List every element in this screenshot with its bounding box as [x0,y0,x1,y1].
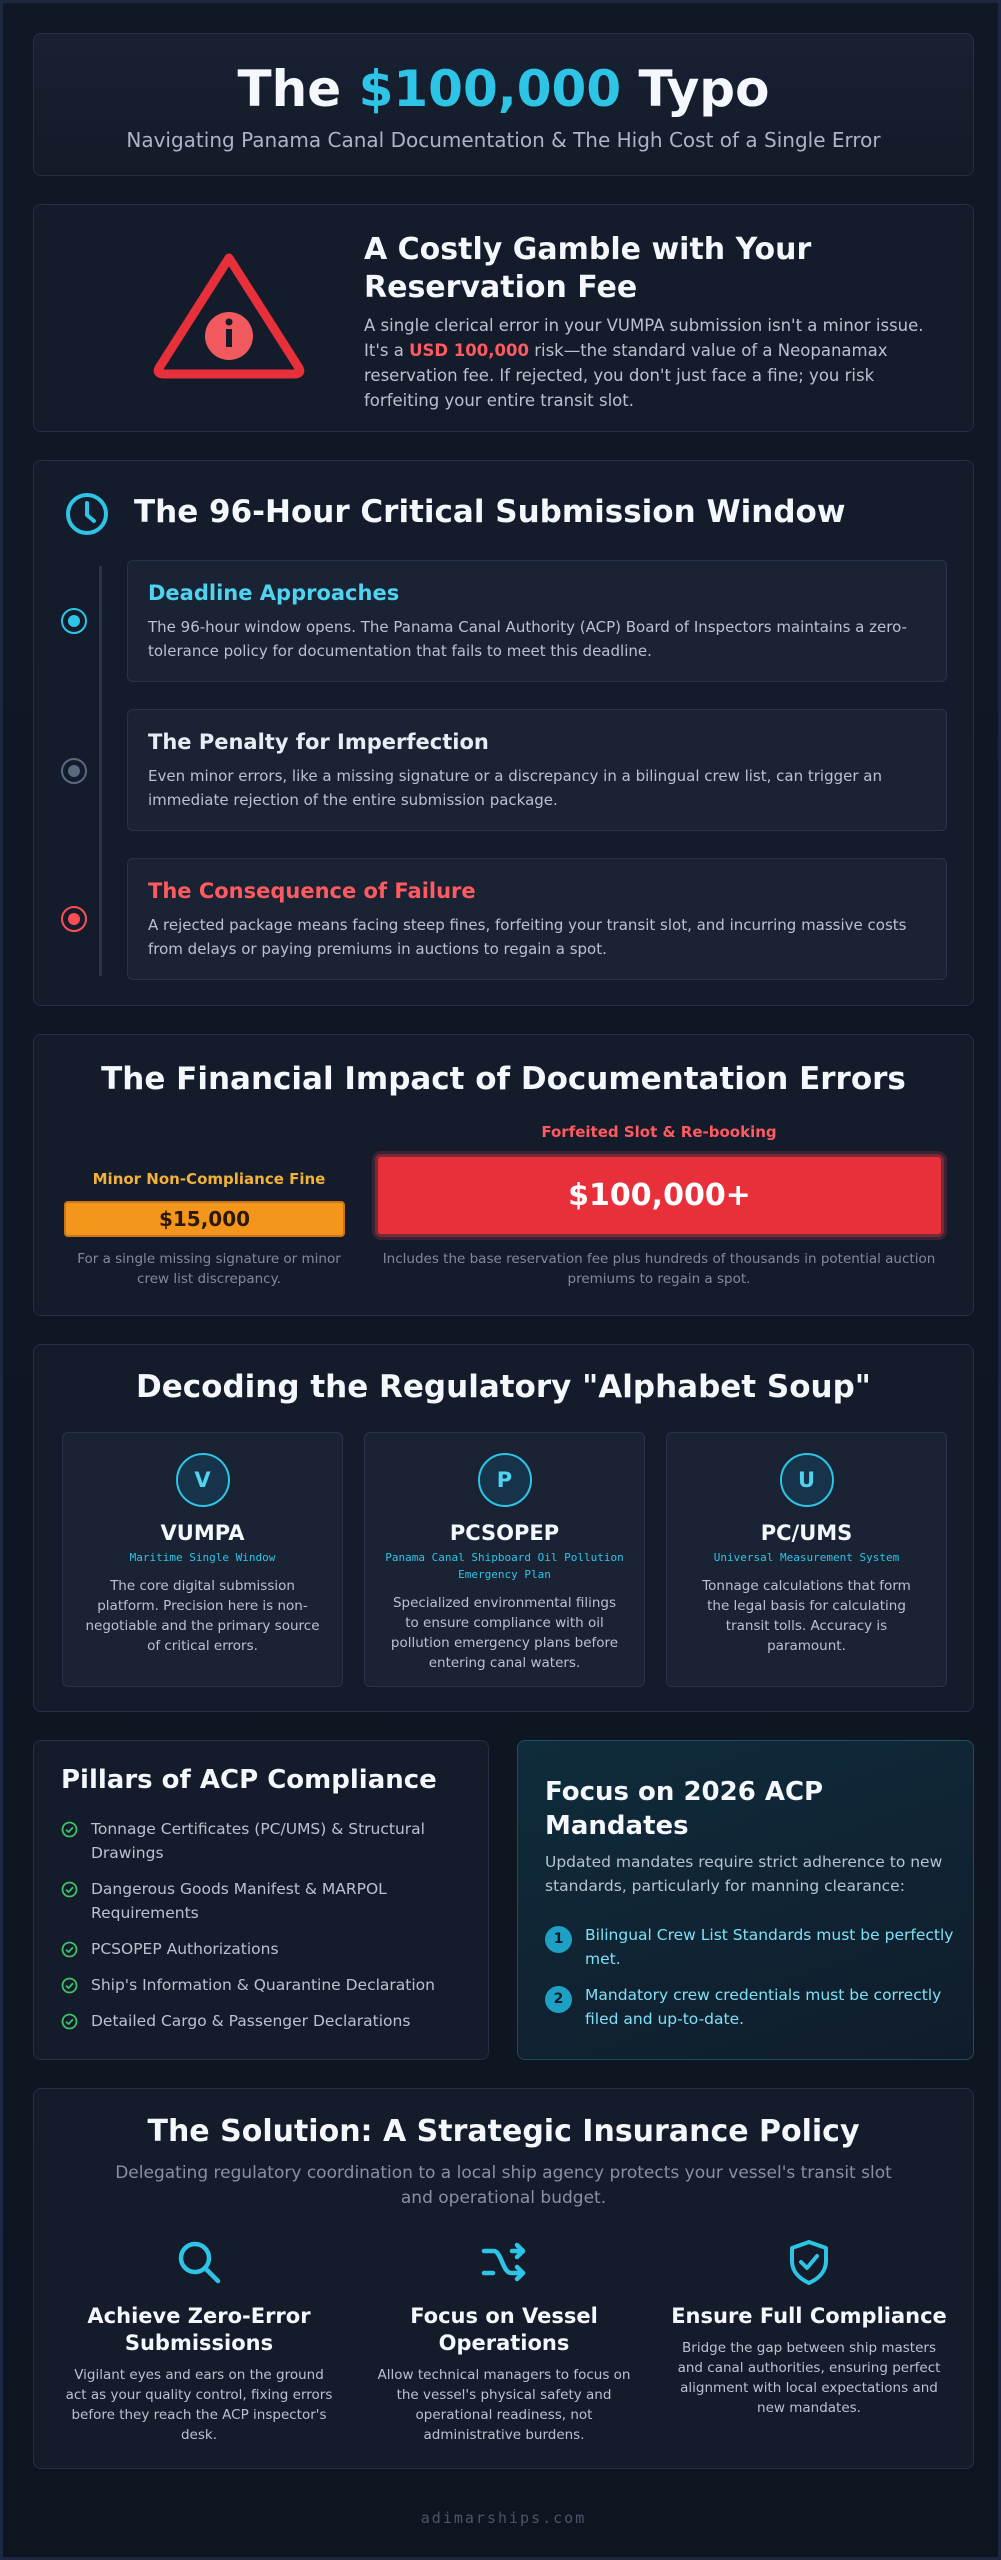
solution-col-vessel-ops [359,2237,649,2445]
solution-col-text: Allow technical managers to focus on the vessel's physical safety and operational readiness, not administrative burdens. [377,2367,631,2443]
step-text: Even minor errors, like a missing signature or a discrepancy in a bilingual crew list, can trigger an immediate rejection of the entire submission package. [148,767,883,809]
number-badge: 1 [545,1926,572,1953]
page-title: The $100,000 Typo [237,60,770,118]
letter-badge: U [780,1453,834,1507]
solution-col-compliance [664,2237,954,2418]
gamble-title: A Costly Gamble with Your Reservation Fee [364,232,812,305]
search-icon [174,2237,224,2287]
timeline-step [127,709,947,831]
minor-fine-bar: $15,000 [64,1201,345,1237]
page-subtitle: Navigating Panama Canal Documentation & The High Cost of a Single Error [126,128,881,152]
pillar-item: Detailed Cargo & Passenger Declarations [61,2009,471,2033]
pillar-item: Ship's Information & Quarantine Declaration [61,1973,471,1997]
number-badge: 2 [545,1986,572,2013]
pillars-section [33,1740,489,2060]
acronym-full: Maritime Single Window [129,1551,276,1564]
costly-gamble-section [33,204,974,432]
step-text: The 96-hour window opens. The Panama Canal Authority (ACP) Board of Inspectors maintains a zero-tolerance policy for documentation that fails to meet this deadline. [148,618,907,660]
acronym-card-vumpa [62,1432,343,1687]
footer-domain: adimarships.com [420,2509,587,2527]
acronym-card-pcums [666,1432,947,1687]
letter-badge: P [478,1453,532,1507]
acronym-desc: Specialized environmental filings to ensure compliance with oil pollution emergency plans before entering canal waters. [390,1595,619,1671]
focus-text: Updated mandates require strict adherence to new standards, particularly for manning clearance: [545,1853,943,1895]
acronym-card-pcsopep [364,1432,645,1687]
check-circle-icon [61,1941,78,1958]
focus-2026-section [517,1740,974,2060]
fee-highlight: USD 100,000 [409,341,529,360]
acronym-full: Universal Measurement System [713,1551,900,1564]
forfeited-slot-label: Forfeited Slot & Re-booking [541,1123,777,1141]
forfeited-slot-note: Includes the base reservation fee plus hundreds of thousands in potential auction premiums to regain a spot. [382,1251,936,1287]
timeline-step [127,858,947,980]
acronym-name: VUMPA [160,1521,245,1545]
check-circle-icon [61,1821,78,1838]
alphabet-soup-section [33,1344,974,1712]
solution-col-text: Vigilant eyes and ears on the ground act as your quality control, fixing errors before they reach the ACP inspector's desk. [65,2367,333,2443]
submission-window-section [33,460,974,1006]
step-title: Deadline Approaches [148,581,400,605]
title-accent: $100,000 [358,60,622,118]
warning-triangle-icon [134,250,324,380]
gamble-text: A single clerical error in your VUMPA submission isn't a minor issue. It's a USD 100,000 risk—the standard value of a Neopanamax reservation fee. If rejected, you don't just face a fine; you risk forfeiting your entire transit slot. [364,316,924,410]
window-title: The 96-Hour Critical Submission Window [134,494,846,530]
acronym-name: PC/UMS [760,1521,853,1545]
focus-item: Mandatory crew credentials must be correctly filed and up-to-date. [585,1986,942,2028]
pillar-item: Dangerous Goods Manifest & MARPOL Requirements [61,1877,471,1925]
solution-col-title: Ensure Full Compliance [671,2304,947,2328]
solution-subtitle: Delegating regulatory coordination to a local ship agency protects your vessel's transit slot and operational budget. [115,2163,892,2208]
solution-col-text: Bridge the gap between ship masters and canal authorities, ensuring perfect alignment with local expectations and new mandates. [677,2340,941,2416]
timeline-line [99,566,102,976]
solution-title: The Solution: A Strategic Insurance Policy [147,2114,860,2149]
pillars-title: Pillars of ACP Compliance [61,1765,437,1795]
timeline-step [127,560,947,682]
acronym-name: PCSOPEP [449,1521,560,1545]
minor-fine-note: For a single missing signature or minor crew list discrepancy. [77,1251,341,1287]
timeline-dot [61,758,87,784]
pillar-item: Tonnage Certificates (PC/UMS) & Structural Drawings [61,1817,471,1865]
step-text: A rejected package means facing steep fines, forfeiting your transit slot, and incurring massive costs from delays or paying premiums in auctions to regain a spot. [148,916,907,958]
check-circle-icon [61,1977,78,1994]
finance-title: The Financial Impact of Documentation Errors [101,1061,906,1097]
acronym-full: Panama Canal Shipboard Oil Pollution Emergency Plan [385,1551,624,1581]
focus-title: Focus on 2026 ACP Mandates [545,1777,824,1841]
forfeited-slot-bar: $100,000+ [375,1154,944,1237]
acronym-desc: Tonnage calculations that form the legal basis for calculating transit tolls. Accuracy is paramount. [702,1578,911,1654]
clock-icon [64,491,110,537]
step-title: The Penalty for Imperfection [148,730,489,754]
timeline-dot [61,608,87,634]
timeline-dot [61,906,87,932]
acronym-desc: The core digital submission platform. Precision here is non-negotiable and the primary source of critical errors. [85,1578,320,1654]
financial-impact-section [33,1034,974,1316]
soup-title: Decoding the Regulatory "Alphabet Soup" [136,1369,871,1405]
swap-arrows-icon [479,2237,529,2287]
solution-col-zero-error [54,2237,344,2445]
minor-fine-label: Minor Non-Compliance Fine [92,1170,326,1188]
step-title: The Consequence of Failure [148,879,476,903]
shield-check-icon [784,2237,834,2287]
focus-item: Bilingual Crew List Standards must be perfectly met. [585,1926,954,1968]
solution-col-title: Focus on Vessel Operations [410,2304,598,2355]
letter-badge: V [176,1453,230,1507]
pillar-item: PCSOPEP Authorizations [61,1937,471,1961]
solution-section [33,2088,974,2469]
solution-col-title: Achieve Zero-Error Submissions [87,2304,311,2355]
check-circle-icon [61,1881,78,1898]
hero-header [33,33,974,176]
check-circle-icon [61,2013,78,2030]
